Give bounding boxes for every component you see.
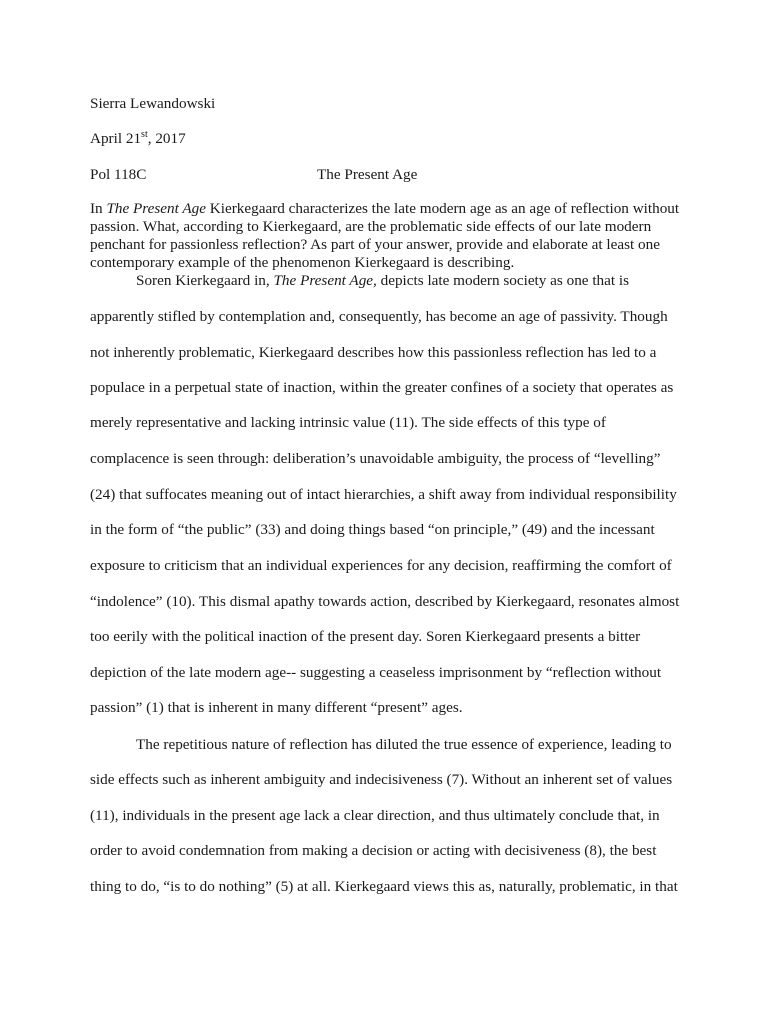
date-superscript: st [141, 128, 148, 140]
essay-line: thing to do, “is to do nothing” (5) at all. Kierkegaard views this as, naturally, problematic, in that [90, 878, 678, 895]
essay-line: (24) that suffocates meaning out of intact hierarchies, a shift away from individual responsibility [90, 486, 677, 503]
essay-line: in the form of “the public” (33) and doing things based “on principle,” (49) and the incessant [90, 521, 655, 538]
prompt-book-title: The Present Age [106, 200, 206, 217]
essay-line: populace in a perpetual state of inaction, within the greater confines of a society that operates as [90, 379, 674, 396]
prompt-line: penchant for passionless reflection? As part of your answer, provide and elaborate at least one [90, 236, 660, 253]
essay-line: too eerily with the political inaction of the present day. Soren Kierkegaard presents a bitter [90, 628, 641, 645]
paper-title: The Present Age [317, 166, 418, 183]
essay-line: (11), individuals in the present age lack a clear direction, and thus ultimately conclude that, in [90, 807, 660, 824]
essay-line: not inherently problematic, Kierkegaard describes how this passionless reflection has led to a [90, 344, 657, 361]
essay-line: “indolence” (10). This dismal apathy towards action, described by Kierkegaard, resonates almost [90, 593, 680, 610]
date-line [90, 130, 186, 148]
essay-line: order to avoid condemnation from making a decision or acting with decisiveness (8), the best [90, 842, 657, 859]
date-prefix: April 21 [90, 130, 142, 147]
essay-text: Soren Kierkegaard in, [136, 272, 274, 289]
essay-line: passion” (1) that is inherent in many different “present” ages. [90, 699, 463, 716]
essay-line: merely representative and lacking intrinsic value (11). The side effects of this type of [90, 414, 606, 431]
essay-line: depiction of the late modern age-- suggesting a ceaseless imprisonment by “reflection without [90, 664, 662, 681]
essay-line: The repetitious nature of reflection has diluted the true essence of experience, leading to [136, 736, 672, 753]
essay-line: exposure to criticism that an individual experiences for any decision, reaffirming the comfort of [90, 557, 672, 574]
essay-line: side effects such as inherent ambiguity and indecisiveness (7). Without an inherent set of values [90, 771, 673, 788]
essay-prompt [90, 200, 690, 272]
essay-line: apparently stifled by contemplation and, consequently, has become an age of passivity. Though [90, 308, 668, 325]
essay-text: depicts late modern society as one that is [376, 272, 630, 289]
essay-book-title: The Present Age, [273, 272, 377, 289]
essay-line [90, 272, 629, 290]
date-suffix: , 2017 [147, 130, 186, 147]
prompt-line: passion. What, according to Kierkegaard, are the problematic side effects of our late modern [90, 218, 652, 235]
prompt-text: Kierkegaard characterizes the late modern age as an age of reflection without [206, 200, 680, 217]
prompt-line [90, 200, 690, 218]
author-name: Sierra Lewandowski [90, 95, 216, 112]
prompt-text: In [90, 200, 107, 217]
prompt-line: contemporary example of the phenomenon Kierkegaard is describing. [90, 254, 515, 271]
essay-line: complacence is seen through: deliberation’s unavoidable ambiguity, the process of “levelling” [90, 450, 661, 467]
course-code: Pol 118C [90, 166, 147, 183]
